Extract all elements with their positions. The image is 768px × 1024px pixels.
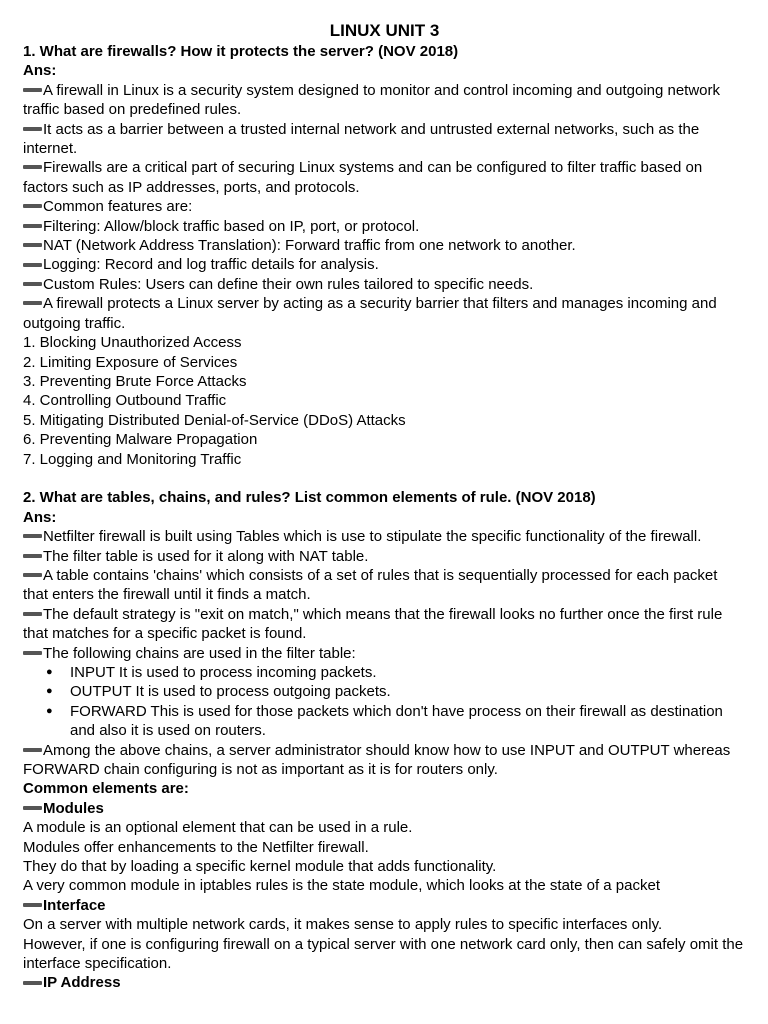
- modules-text: They do that by loading a specific kernel module that adds functionality.: [23, 858, 497, 876]
- dash-bullet-icon: [23, 204, 42, 208]
- q1-point: Custom Rules: Users can define their own rules tailored to specific needs.: [23, 275, 746, 294]
- numbered-item: 5. Mitigating Distributed Denial-of-Service (DDoS) Attacks: [23, 411, 406, 429]
- dash-bullet-icon: [23, 573, 42, 577]
- modules-heading: Modules: [23, 799, 746, 818]
- modules-text: A very common module in iptables rules is the state module, which looks at the state of a packet: [23, 877, 660, 895]
- numbered-item: 7. Logging and Monitoring Traffic: [23, 450, 242, 468]
- q1-point: Firewalls are a critical part of securing Linux systems and can be configured to filter traffic based on factors such as IP addresses, ports, and protocols.: [23, 159, 703, 196]
- chain-list: [23, 663, 746, 741]
- q2-point: A table contains 'chains' which consists of a set of rules that is sequentially processed for each packet that enters the firewall until it finds a match.: [23, 566, 718, 604]
- numbered-item: 4. Controlling Outbound Traffic: [23, 392, 227, 410]
- dash-bullet-icon: [23, 806, 42, 810]
- q2-point: Netfilter firewall is built using Tables which is use to stipulate the specific functionality of the firewall.: [23, 527, 746, 546]
- q2-point: Among the above chains, a server administrator should know how to use INPUT and OUTPUT whereas FORWARD chain configuring is not as important as it is for routers only.: [23, 741, 731, 779]
- ip-address-heading: IP Address: [23, 973, 746, 992]
- dash-bullet-icon: [23, 301, 42, 305]
- dash-bullet-icon: [23, 282, 42, 286]
- dash-bullet-icon: [23, 127, 42, 131]
- modules-text: A module is an optional element that can be used in a rule.: [23, 819, 413, 837]
- numbered-item: 3. Preventing Brute Force Attacks: [23, 372, 247, 390]
- interface-heading: Interface: [23, 896, 746, 915]
- dash-bullet-icon: [23, 554, 42, 558]
- q2-point: The default strategy is "exit on match," which means that the firewall looks no further once the first rule that matches for a specific packet is found.: [23, 605, 723, 643]
- dash-bullet-icon: [23, 165, 42, 169]
- dash-bullet-icon: [23, 243, 42, 247]
- interface-text: On a server with multiple network cards, it makes sense to apply rules to specific interfaces only.: [23, 916, 663, 934]
- dash-bullet-icon: [23, 88, 42, 92]
- question-1: 1. What are firewalls? How it protects the server? (NOV 2018): [23, 43, 459, 60]
- q1-point: A firewall in Linux is a security system designed to monitor and control incoming and outgoing network traffic based on predefined rules.: [23, 81, 721, 119]
- q1-point: Logging: Record and log traffic details for analysis.: [23, 255, 746, 274]
- answer-label-2: Ans:: [23, 508, 57, 526]
- numbered-item: 1. Blocking Unauthorized Access: [23, 334, 242, 352]
- numbered-item: 2. Limiting Exposure of Services: [23, 353, 238, 371]
- dash-bullet-icon: [23, 981, 42, 985]
- q1-point: A firewall protects a Linux server by acting as a security barrier that filters and manages incoming and outgoing traffic.: [23, 295, 717, 332]
- document-title: LINUX UNIT 3: [329, 21, 440, 40]
- q2-point: The following chains are used in the filter table:: [23, 644, 746, 663]
- answer-label-1: Ans:: [23, 62, 57, 80]
- dash-bullet-icon: [23, 263, 42, 267]
- chain-item-output: ● OUTPUT It is used to process outgoing packets.: [23, 682, 746, 701]
- dash-bullet-icon: [23, 534, 42, 538]
- modules-text: Modules offer enhancements to the Netfilter firewall.: [23, 838, 369, 856]
- q1-point: Common features are:: [23, 197, 746, 216]
- q1-point: It acts as a barrier between a trusted internal network and untrusted external networks, such as the internet.: [23, 120, 700, 158]
- dash-bullet-icon: [23, 612, 42, 616]
- chain-item-input: ● INPUT It is used to process incoming packets.: [23, 663, 746, 682]
- q2-point: The filter table is used for it along with NAT table.: [23, 547, 746, 566]
- spacer: [23, 469, 746, 488]
- q1-point: Filtering: Allow/block traffic based on IP, port, or protocol.: [23, 217, 746, 236]
- q1-point: NAT (Network Address Translation): Forward traffic from one network to another.: [23, 236, 746, 255]
- chain-item-forward: ● FORWARD This is used for those packets which don't have process on their firewall as destination and also it is used on routers.: [23, 702, 746, 741]
- dash-bullet-icon: [23, 748, 42, 752]
- common-elements-label: Common elements are:: [23, 780, 189, 798]
- interface-text: However, if one is configuring firewall on a typical server with one network card only, then can safely omit the interface specification.: [23, 935, 744, 973]
- dash-bullet-icon: [23, 224, 42, 228]
- numbered-item: 6. Preventing Malware Propagation: [23, 431, 258, 449]
- dash-bullet-icon: [23, 651, 42, 655]
- dash-bullet-icon: [23, 903, 42, 907]
- question-2: 2. What are tables, chains, and rules? List common elements of rule. (NOV 2018): [23, 489, 596, 507]
